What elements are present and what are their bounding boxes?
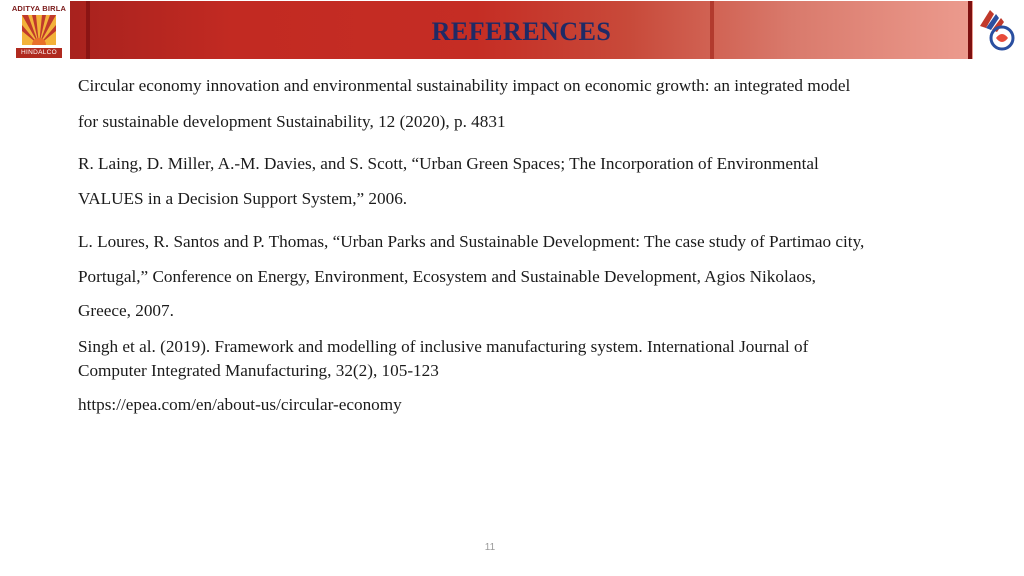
reference-5-link[interactable]: https://epea.com/en/about-us/circular-economy bbox=[78, 395, 402, 414]
institution-emblem-icon bbox=[976, 6, 1020, 52]
title-bar bbox=[70, 1, 973, 59]
reference-1-line-1: Circular economy innovation and environmental sustainability impact on economic growth: an integrated model bbox=[78, 76, 851, 95]
sunburst-icon bbox=[22, 15, 56, 45]
aditya-birla-logo bbox=[10, 4, 68, 60]
reference-4-line-1: Singh et al. (2019). Framework and modelling of inclusive manufacturing system. International Journal of bbox=[78, 337, 809, 356]
reference-3-line-3: Greece, 2007. bbox=[78, 301, 174, 320]
page-number: 11 bbox=[484, 542, 496, 553]
logo-top-text: ADITYA BIRLA bbox=[11, 4, 67, 13]
logo-bottom-text: HINDALCO bbox=[16, 48, 62, 58]
reference-2-line-2: VALUES in a Decision Support System,” 2006. bbox=[78, 189, 408, 208]
reference-3-line-1: L. Loures, R. Santos and P. Thomas, “Urban Parks and Sustainable Development: The case study of Partimao city, bbox=[78, 232, 865, 251]
reference-4-line-2: Computer Integrated Manufacturing, 32(2), 105-123 bbox=[78, 361, 439, 380]
reference-3-line-2: Portugal,” Conference on Energy, Environment, Ecosystem and Sustainable Development, Agios Nikolaos, bbox=[78, 267, 816, 286]
reference-1-line-2: for sustainable development Sustainability, 12 (2020), p. 4831 bbox=[78, 112, 506, 131]
page-title: REFERENCES bbox=[431, 17, 612, 46]
reference-2-line-1: R. Laing, D. Miller, A.-M. Davies, and S. Scott, “Urban Green Spaces; The Incorporation of Environmental bbox=[78, 154, 819, 173]
